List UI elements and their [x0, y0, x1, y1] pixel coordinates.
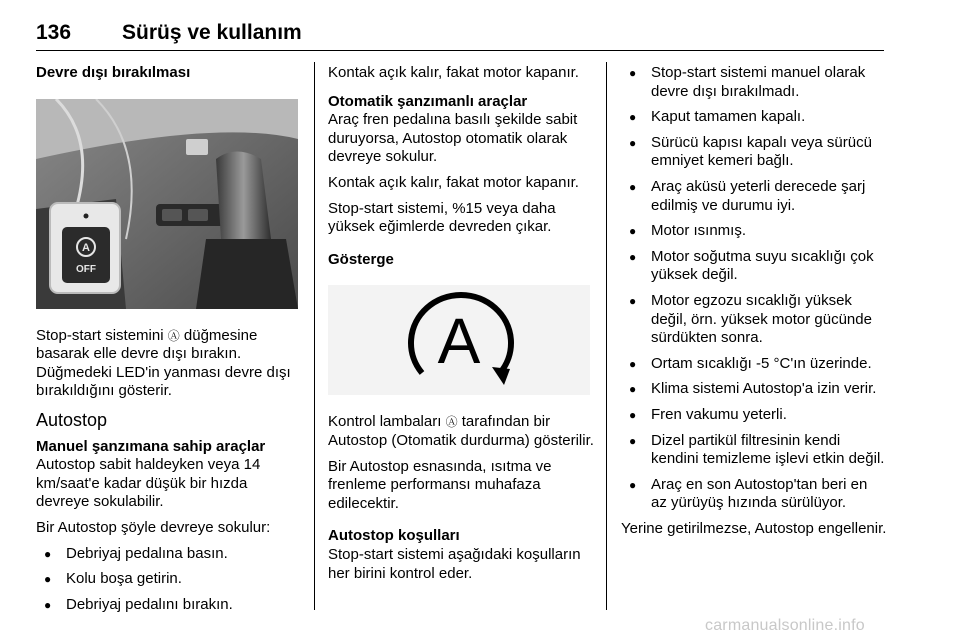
column-3	[621, 64, 887, 545]
subsection-title-automatic: Otomatik şanzımanlı araçlar	[328, 92, 528, 110]
column-divider-2	[606, 62, 607, 610]
autostop-indicator-figure	[328, 285, 590, 395]
watermark: carmanualsonline.info	[705, 617, 865, 634]
paragraph-slope: Stop-start sistemi, %15 veya daha yüksek eğimlerde devreden çıkar.	[328, 199, 556, 236]
list-item: ● Ortam sıcaklığı -5 °C'ın üzerinde.	[621, 355, 887, 374]
svg-text:A: A	[437, 305, 481, 378]
autostop-icon: Ⓐ	[167, 328, 180, 343]
paragraph-ignition-on-2: Kontak açık kalır, fakat motor kapanır.	[328, 173, 579, 191]
list-item: ● Motor soğutma suyu sıcaklığı çok yüksek değil.	[621, 248, 887, 285]
paragraph-heating-braking: Bir Autostop esnasında, ısıtma ve frenleme performansı muhafaza edilecektir.	[328, 457, 552, 512]
column-1	[36, 64, 304, 621]
list-item: ● Motor egzozu sıcaklığı yüksek değil, örn. yüksek motor gücünde sürdükten sonra.	[621, 292, 887, 348]
header-divider	[36, 50, 884, 51]
page-header	[36, 21, 884, 49]
conditions-list	[621, 64, 887, 513]
column-divider-1	[314, 62, 315, 610]
console-illustration	[36, 99, 298, 309]
subsection-title-conditions: Autostop koşulları	[328, 527, 460, 545]
paragraph-closing: Yerine getirilmezse, Autostop engellenir.	[621, 519, 887, 537]
page-number: 136	[36, 21, 72, 44]
chapter-title: Sürüş ve kullanım	[122, 21, 302, 44]
list-item: ● Fren vakumu yeterli.	[621, 406, 887, 425]
section-title-indicator: Gösterge	[328, 250, 394, 268]
activation-steps-list	[36, 545, 304, 615]
list-item: ● Araç en son Autostop'tan beri en az yürüyüş hızında sürülüyor.	[621, 476, 887, 513]
list-item: ● Araç aküsü yeterli derecede şarj edilmiş ve durumu iyi.	[621, 178, 887, 215]
section-title-autostop: Autostop	[36, 409, 108, 430]
paragraph-automatic-activation: Araç fren pedalına basılı şekilde sabit duruyorsa, Autostop otomatik olarak devreye sokulur.	[328, 111, 578, 166]
list-item: ● Debriyaj pedalına basın.	[36, 545, 304, 564]
paragraph-ignition-on: Kontak açık kalır, fakat motor kapanır.	[328, 64, 579, 81]
autostop-indicator-icon	[328, 285, 590, 395]
autostop-icon: Ⓐ	[445, 415, 458, 430]
list-item: ● Sürücü kapısı kapalı veya sürücü emniyet kemeri bağlı.	[621, 134, 887, 171]
svg-text:A: A	[82, 241, 90, 254]
paragraph-manual-conditions: Autostop sabit haldeyken veya 14 km/saat'e kadar düşük bir hızda devreye sokulabilir.	[36, 456, 261, 511]
off-label: OFF	[76, 263, 96, 275]
section-title-disable: Devre dışı bırakılması	[36, 64, 191, 81]
list-item: ● Kaput tamamen kapalı.	[621, 108, 887, 127]
list-item: ● Stop-start sistemi manuel olarak devre dışı bırakılmadı.	[621, 64, 887, 101]
console-button-photo	[36, 99, 298, 309]
paragraph-indicator-description: Kontrol lambaları Ⓐ tarafından bir Autostop (Otomatik durdurma) gösterilir.	[328, 413, 594, 449]
list-item: ● Klima sistemi Autostop'a izin verir.	[621, 380, 887, 399]
column-2	[328, 64, 596, 590]
paragraph-activation-intro: Bir Autostop şöyle devreye sokulur:	[36, 518, 271, 536]
subsection-title-manual: Manuel şanzımana sahip araçlar	[36, 437, 266, 455]
list-item: ● Dizel partikül filtresinin kendi kendini temizleme işlevi etkin değil.	[621, 432, 887, 469]
list-item: ● Motor ısınmış.	[621, 222, 887, 241]
paragraph-disable-description: Stop-start sistemini Ⓐ düğmesine basarak elle devre dışı bırakın. Düğmedeki LED'in yanması devre dışı bırakıldığını gösterir.	[36, 326, 291, 400]
paragraph-conditions-intro: Stop-start sistemi aşağıdaki koşulların her birini kontrol eder.	[328, 545, 581, 582]
list-item: ● Kolu boşa getirin.	[36, 570, 304, 589]
list-item: ● Debriyaj pedalını bırakın.	[36, 596, 304, 615]
